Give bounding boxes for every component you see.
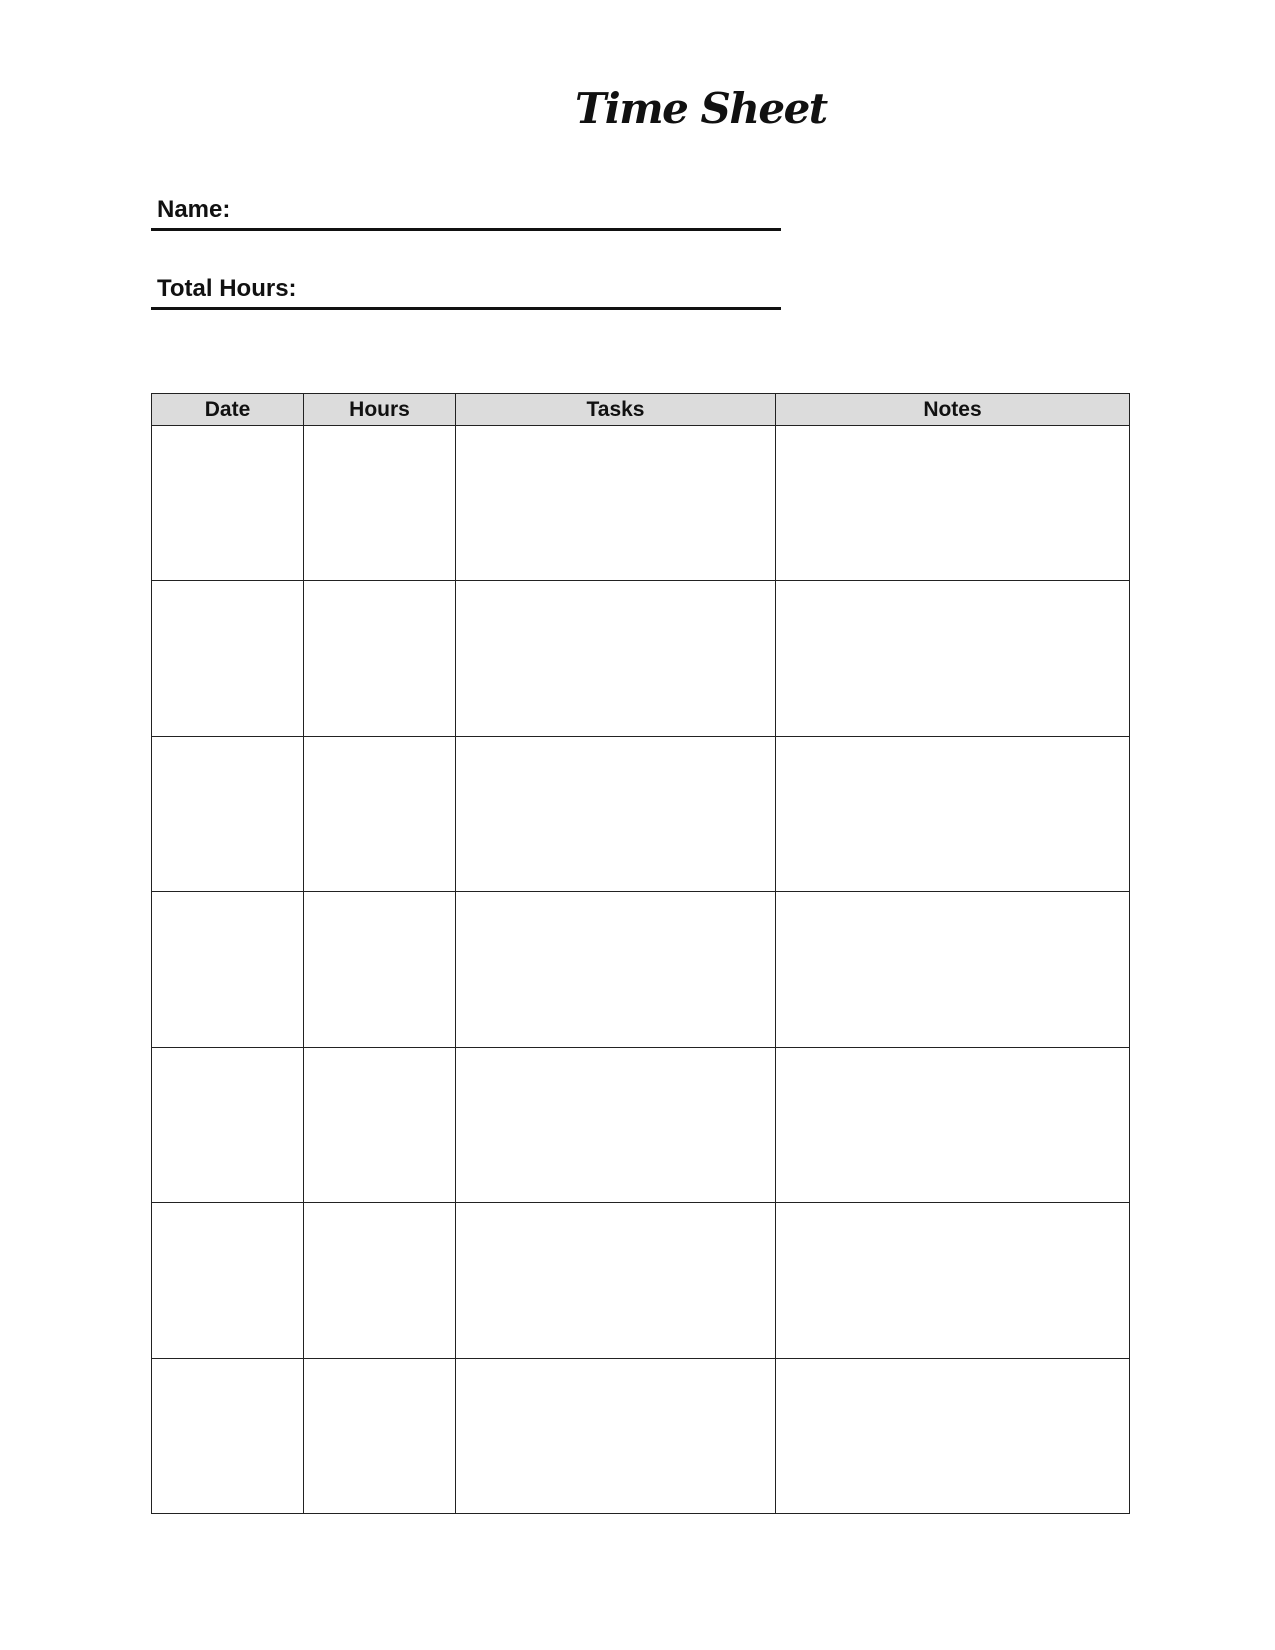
notes-cell[interactable]	[776, 736, 1130, 891]
date-cell[interactable]	[152, 736, 304, 891]
tasks-cell[interactable]	[456, 581, 776, 736]
hours-cell[interactable]	[304, 892, 456, 1047]
tasks-cell[interactable]	[456, 426, 776, 581]
table-row	[152, 1203, 1130, 1358]
table-row	[152, 1358, 1130, 1513]
column-header-notes: Notes	[776, 394, 1130, 426]
date-cell[interactable]	[152, 426, 304, 581]
tasks-cell[interactable]	[456, 1203, 776, 1358]
notes-cell[interactable]	[776, 426, 1130, 581]
total-hours-field[interactable]	[151, 267, 781, 310]
name-label: Name:	[157, 196, 231, 223]
tasks-cell[interactable]	[456, 1358, 776, 1513]
hours-cell[interactable]	[304, 426, 456, 581]
total-hours-label: Total Hours:	[157, 275, 297, 302]
notes-cell[interactable]	[776, 581, 1130, 736]
name-field[interactable]	[151, 188, 781, 231]
notes-cell[interactable]	[776, 892, 1130, 1047]
date-cell[interactable]	[152, 581, 304, 736]
tasks-cell[interactable]	[456, 892, 776, 1047]
date-cell[interactable]	[152, 1203, 304, 1358]
table-row	[152, 426, 1130, 581]
hours-cell[interactable]	[304, 1047, 456, 1202]
notes-cell[interactable]	[776, 1203, 1130, 1358]
table-row	[152, 1047, 1130, 1202]
table-row	[152, 581, 1130, 736]
hours-cell[interactable]	[304, 581, 456, 736]
table-row	[152, 736, 1130, 891]
table-body	[152, 426, 1130, 1514]
tasks-cell[interactable]	[456, 736, 776, 891]
column-header-hours: Hours	[304, 394, 456, 426]
time-sheet-table	[151, 393, 1130, 1514]
notes-cell[interactable]	[776, 1358, 1130, 1513]
date-cell[interactable]	[152, 892, 304, 1047]
column-header-date: Date	[152, 394, 304, 426]
notes-cell[interactable]	[776, 1047, 1130, 1202]
hours-cell[interactable]	[304, 736, 456, 891]
hours-cell[interactable]	[304, 1203, 456, 1358]
tasks-cell[interactable]	[456, 1047, 776, 1202]
hours-cell[interactable]	[304, 1358, 456, 1513]
table-header-row	[152, 394, 1130, 426]
page-title: Time Sheet	[575, 84, 827, 133]
column-header-tasks: Tasks	[456, 394, 776, 426]
date-cell[interactable]	[152, 1358, 304, 1513]
date-cell[interactable]	[152, 1047, 304, 1202]
table-row	[152, 892, 1130, 1047]
